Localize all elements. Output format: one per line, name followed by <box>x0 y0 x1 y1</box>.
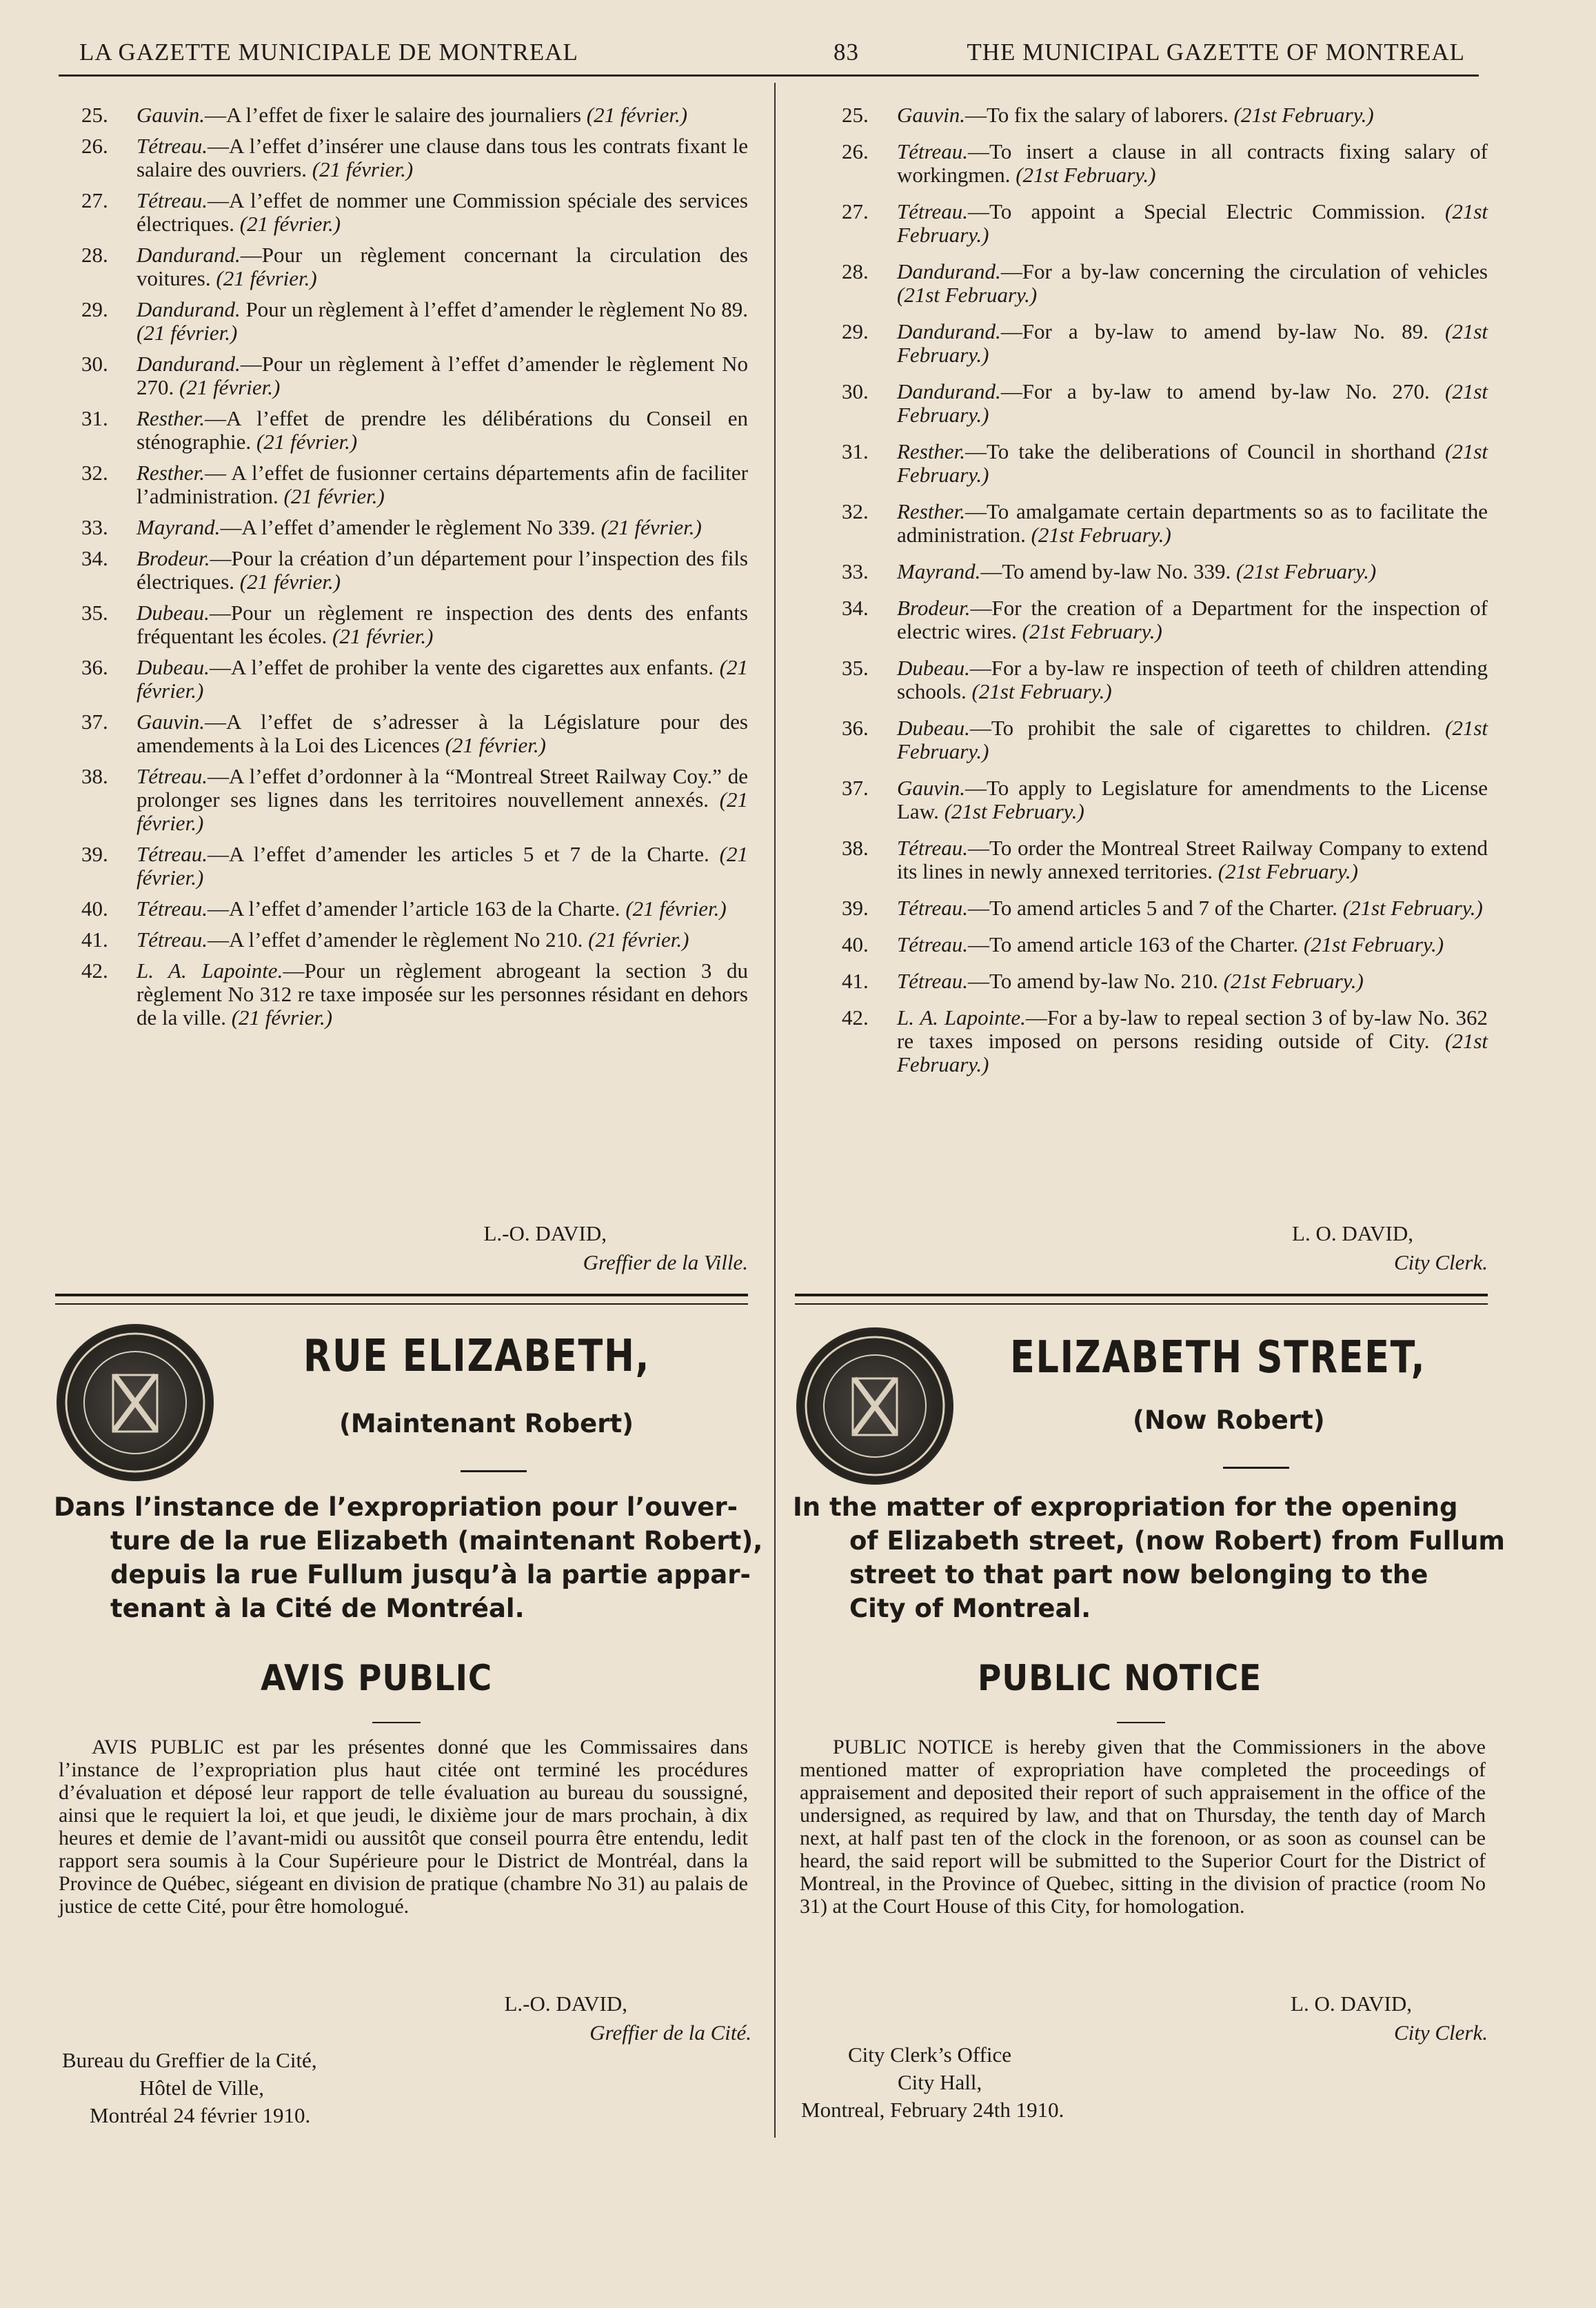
item-text: —To amend article 163 of the Charter. <box>968 932 1299 956</box>
item-date: (21st February.) <box>897 716 1488 763</box>
notice-item <box>816 320 1488 367</box>
notice-item <box>55 189 748 236</box>
office-line: City Clerk’s Office <box>848 2043 1012 2067</box>
item-date: (21 février.) <box>137 842 748 890</box>
item-number: 35. <box>842 656 869 680</box>
office-address-en <box>801 2041 1353 2124</box>
item-number: 33. <box>81 515 108 539</box>
notice-item <box>816 103 1488 127</box>
alderman-name: Gauvin. <box>897 776 966 800</box>
alderman-name: Dubeau. <box>897 716 970 740</box>
item-number: 34. <box>842 596 869 620</box>
item-number: 25. <box>842 103 869 127</box>
notice-item <box>55 656 748 703</box>
matter-line: of Elizabeth street, (now Robert) from Fullum <box>849 1526 1505 1556</box>
notice-item <box>55 298 748 345</box>
matter-line: ture de la rue Elizabeth (maintenant Robert), <box>110 1526 763 1556</box>
notice-item <box>55 352 748 399</box>
alderman-name: Gauvin. <box>137 710 205 734</box>
item-number: 34. <box>81 546 108 570</box>
item-date: (21st February.) <box>1223 969 1364 993</box>
notice-signature-fr <box>55 1989 751 2047</box>
notice-subheading-fr: (Maintenant Robert) <box>339 1409 634 1438</box>
item-text: —To insert a clause in all contracts fixing salary of workingmen. <box>897 139 1488 187</box>
alderman-name: Tétreau. <box>137 896 208 921</box>
item-number: 31. <box>81 406 108 430</box>
alderman-name: Tétreau. <box>897 932 969 956</box>
notice-heading-en: ELIZABETH STREET, <box>1010 1332 1426 1383</box>
item-number: 28. <box>842 259 869 283</box>
notice-item <box>816 896 1488 920</box>
office-line: Hôtel de Ville, <box>139 2076 264 2100</box>
alderman-name: Tétreau. <box>137 764 208 788</box>
alderman-name: L. A. Lapointe. <box>137 959 283 983</box>
item-text: —For a by-law to amend by-law No. 89. <box>1000 319 1428 343</box>
item-date: (21st February.) <box>1236 559 1377 583</box>
notice-item <box>55 103 748 127</box>
matter-line: street to that part now belonging to the <box>849 1560 1428 1589</box>
item-text: —A l’effet d’ordonner à la “Montreal Street Railway Coy.” de prolonger ses lignes dans les territoires nouvellement annexés. <box>137 764 748 812</box>
notice-item <box>816 716 1488 763</box>
item-date: (21 février.) <box>137 321 238 345</box>
alderman-name: Tétreau. <box>137 188 208 212</box>
alderman-name: Resther. <box>137 406 205 430</box>
public-notice-body-fr: AVIS PUBLIC est par les présentes donné que les Commissaires dans l’instance de l’expropriation plus haut citée ont terminé les procédures d’évaluation et déposé leur rapport de telle évaluation au bureau du soussigné, ainsi que le requiert la loi, et que jeudi, le dixième jour de mars prochain, à dix heures et demie de l’avant-midi ou aussitôt que conseil pourra être entendu, ledit rapport sera soumis à la Cour Supérieure pour le District de Montréal, dans la Province de Québec, siégeant en division de pratique (chambre No 31) au palais de justice de cette Cité, pour être homologué. <box>59 1736 748 1918</box>
item-date: (21st February.) <box>897 319 1488 367</box>
alderman-name: L. A. Lapointe. <box>897 1005 1026 1030</box>
item-date: (21 février.) <box>445 733 546 757</box>
item-text: —A l’effet de nommer une Commission spéciale des services électriques. <box>137 188 748 236</box>
alderman-name: Resther. <box>897 499 966 523</box>
item-text: —A l’effet de prohiber la vente des cigarettes aux enfants. <box>209 655 714 679</box>
matter-en <box>793 1490 1505 1625</box>
alderman-name: Gauvin. <box>897 103 966 127</box>
signature-name: L. O. DAVID, <box>1292 1221 1413 1245</box>
item-text: —A l’effet d’amender le règlement No 210. <box>208 927 583 952</box>
item-text: —For the creation of a Department for the inspection of electric wires. <box>897 596 1488 643</box>
section-double-rule <box>795 1294 1488 1305</box>
item-number: 40. <box>81 896 108 921</box>
item-number: 27. <box>842 199 869 223</box>
item-date: (21st February.) <box>1218 859 1358 883</box>
page-number: 83 <box>834 39 859 66</box>
office-line: Bureau du Greffier de la Cité, <box>62 2048 317 2072</box>
alderman-name: Resther. <box>897 439 966 463</box>
header-title-en: THE MUNICIPAL GAZETTE OF MONTREAL <box>967 39 1465 66</box>
item-number: 42. <box>842 1005 869 1030</box>
office-line: Montréal 24 février 1910. <box>90 2103 311 2127</box>
item-date: (21st February.) <box>1342 896 1483 920</box>
item-number: 26. <box>842 139 869 163</box>
item-text: Pour un règlement à l’effet d’amender le règlement No 89. <box>240 297 748 321</box>
alderman-name: Tétreau. <box>897 139 969 163</box>
item-date: (21st February.) <box>971 679 1112 703</box>
item-text: —To appoint a Special Electric Commission. <box>968 199 1426 223</box>
item-number: 36. <box>842 716 869 740</box>
item-number: 38. <box>842 836 869 860</box>
alderman-name: Tétreau. <box>137 134 208 158</box>
item-text: —To take the deliberations of Council in shorthand <box>965 439 1435 463</box>
notice-item <box>55 516 748 539</box>
item-number: 30. <box>842 379 869 403</box>
notice-heading-fr: RUE ELIZABETH, <box>303 1331 651 1382</box>
notice-item <box>816 1006 1488 1076</box>
notice-item <box>816 560 1488 583</box>
item-text: —To apply to Legislature for amendments to the License Law. <box>897 776 1488 823</box>
item-number: 36. <box>81 655 108 679</box>
item-text: —Pour un règlement à l’effet d’amender le règlement No 270. <box>137 352 748 399</box>
signature-title: Greffier de la Ville. <box>583 1250 748 1274</box>
item-number: 37. <box>81 710 108 734</box>
short-rule <box>461 1470 527 1472</box>
item-text: —To fix the salary of laborers. <box>965 103 1229 127</box>
item-number: 41. <box>81 927 108 952</box>
item-date: (21 février.) <box>312 157 414 181</box>
notice-item <box>816 656 1488 703</box>
matter-line: depuis la rue Fullum jusqu’à la partie appar- <box>110 1560 751 1589</box>
item-number: 32. <box>842 499 869 523</box>
item-date: (21 février.) <box>332 624 434 648</box>
notice-item <box>55 843 748 890</box>
item-date: (21 février.) <box>137 655 748 703</box>
item-text: —To prohibit the sale of cigarettes to children. <box>969 716 1431 740</box>
item-date: (21st February.) <box>897 439 1488 487</box>
alderman-name: Tétreau. <box>897 969 969 993</box>
notice-item <box>816 380 1488 427</box>
alderman-name: Brodeur. <box>137 546 210 570</box>
item-text: —For a by-law to amend by-law No. 270. <box>1000 379 1430 403</box>
item-text: —Pour un règlement abrogeant la section 3 du règlement No 312 re taxe imposée sur les personnes résidant en dehors de la ville. <box>137 959 749 1030</box>
alderman-name: Tétreau. <box>137 927 208 952</box>
item-text: —A l’effet d’insérer une clause dans tous les contrats fixant le salaire des ouvriers. <box>137 134 748 181</box>
office-line: Montreal, February 24th 1910. <box>801 2098 1064 2122</box>
item-number: 40. <box>842 932 869 956</box>
matter-fr <box>54 1490 763 1625</box>
alderman-name: Dandurand. <box>897 379 1001 403</box>
item-number: 31. <box>842 439 869 463</box>
alderman-name: Dubeau. <box>137 601 210 625</box>
alderman-name: Gauvin. <box>137 103 205 127</box>
short-rule <box>1223 1467 1289 1469</box>
item-text: —Pour un règlement concernant la circulation des voitures. <box>137 243 748 290</box>
header-rule <box>59 74 1479 77</box>
alderman-name: Dubeau. <box>137 655 210 679</box>
signature-title: City Clerk. <box>1393 2020 1488 2045</box>
item-text: —Pour la création d’un département pour l’inspection des fils électriques. <box>137 546 748 594</box>
office-address-fr <box>62 2047 614 2129</box>
signature-name: L.-O. DAVID, <box>483 1221 607 1245</box>
item-date: (21st February.) <box>1233 103 1374 127</box>
item-date: (21 février.) <box>600 515 702 539</box>
signature-name: L. O. DAVID, <box>1291 1991 1412 2016</box>
item-date: (21st February.) <box>897 379 1488 427</box>
alderman-name: Dandurand. <box>897 319 1001 343</box>
item-date: (21st February.) <box>897 199 1488 247</box>
item-number: 38. <box>81 764 108 788</box>
public-notice-title-fr: AVIS PUBLIC <box>261 1658 493 1699</box>
item-date: (21st February.) <box>1303 932 1444 956</box>
notice-item <box>816 500 1488 547</box>
notice-item <box>55 959 748 1030</box>
item-number: 27. <box>81 188 108 212</box>
item-date: (21 février.) <box>239 212 341 236</box>
signature-en <box>816 1219 1488 1277</box>
item-text: —A l’effet d’amender le règlement No 339. <box>220 515 596 539</box>
item-date: (21 février.) <box>625 896 727 921</box>
item-text: —A l’effet de prendre les délibérations du Conseil en sténographie. <box>137 406 748 454</box>
item-number: 33. <box>842 559 869 583</box>
signature-name: L.-O. DAVID, <box>504 1991 627 2016</box>
item-date: (21 février.) <box>216 266 317 290</box>
item-date: (21st February.) <box>944 799 1084 823</box>
item-number: 32. <box>81 461 108 485</box>
alderman-name: Tétreau. <box>137 842 208 866</box>
item-text: —To amend by-law No. 210. <box>968 969 1218 993</box>
notice-item <box>816 836 1488 883</box>
item-number: 25. <box>81 103 108 127</box>
header-title-fr: LA GAZETTE MUNICIPALE DE MONTREAL <box>79 39 578 66</box>
item-number: 29. <box>842 319 869 343</box>
notice-item <box>55 710 748 757</box>
item-date: (21st February.) <box>1016 163 1156 187</box>
item-number: 26. <box>81 134 108 158</box>
item-text: —To amend by-law No. 339. <box>980 559 1231 583</box>
item-number: 29. <box>81 297 108 321</box>
alderman-name: Mayrand. <box>137 515 221 539</box>
notice-item <box>55 407 748 454</box>
notice-item <box>816 970 1488 993</box>
alderman-name: Dandurand. <box>137 297 241 321</box>
alderman-name: Tétreau. <box>897 836 969 860</box>
notice-item <box>55 928 748 952</box>
item-number: 39. <box>842 896 869 920</box>
matter-line: City of Montreal. <box>849 1594 1091 1623</box>
item-date: (21st February.) <box>1022 619 1162 643</box>
item-number: 42. <box>81 959 108 983</box>
matter-line: In the matter of expropriation for the opening <box>793 1492 1458 1522</box>
notice-item <box>55 765 748 835</box>
notice-item <box>816 200 1488 247</box>
public-notice-body-en: PUBLIC NOTICE is hereby given that the Commissioners in the above mentioned matter of expropriation have completed the proceedings of appraisement and deposited their report of such appraisement in the office of the undersigned, as required by law, and that on Thursday, the tenth day of March next, at half past ten of the clock in the forenoon, or as soon as counsel can be heard, the said report will be submitted to the Superior Court for the District of Montreal, in the Province of Quebec, sitting in the division of practice (room No 31) at the Court House of this City, for homologation. <box>800 1736 1486 1918</box>
notice-item <box>55 897 748 921</box>
item-number: 39. <box>81 842 108 866</box>
alderman-name: Brodeur. <box>897 596 971 620</box>
item-text: —A l’effet d’amender les articles 5 et 7 de la Charte. <box>208 842 709 866</box>
item-number: 30. <box>81 352 108 376</box>
alderman-name: Tétreau. <box>897 896 969 920</box>
notices-list-en <box>816 103 1488 1090</box>
notice-item <box>816 140 1488 187</box>
item-number: 37. <box>842 776 869 800</box>
notice-subheading-en: (Now Robert) <box>1133 1405 1325 1435</box>
alderman-name: Mayrand. <box>897 559 981 583</box>
city-seal-icon <box>57 1324 214 1481</box>
running-header <box>79 33 1465 74</box>
item-number: 35. <box>81 601 108 625</box>
item-number: 28. <box>81 243 108 267</box>
notice-item <box>816 933 1488 956</box>
item-date: (21 février.) <box>283 484 385 508</box>
notice-signature-en <box>816 1989 1488 2047</box>
public-notice-title-en: PUBLIC NOTICE <box>978 1658 1262 1699</box>
notice-item <box>55 547 748 594</box>
alderman-name: Dandurand. <box>137 243 241 267</box>
alderman-name: Dandurand. <box>897 259 1001 283</box>
notice-item <box>55 601 748 648</box>
matter-line: tenant à la Cité de Montréal. <box>110 1594 525 1623</box>
alderman-name: Dubeau. <box>897 656 970 680</box>
item-text: —For a by-law re inspection of teeth of children attending schools. <box>897 656 1488 703</box>
alderman-name: Resther. <box>137 461 205 485</box>
column-divider <box>774 83 776 2138</box>
notice-item <box>55 134 748 181</box>
item-text: —To amend articles 5 and 7 of the Charter. <box>968 896 1337 920</box>
item-date: (21st February.) <box>897 283 1038 307</box>
notice-item <box>55 461 748 508</box>
short-rule <box>372 1722 421 1723</box>
item-date: (21 février.) <box>588 927 689 952</box>
item-text: —A l’effet de s’adresser à la Législature pour des amendements à la Loi des Licences <box>137 710 748 757</box>
city-seal-icon <box>796 1327 953 1485</box>
item-text: —To order the Montreal Street Railway Company to extend its lines in newly annexed territories. <box>897 836 1488 883</box>
office-line: City Hall, <box>898 2070 982 2094</box>
item-date: (21st February.) <box>897 1029 1488 1076</box>
notice-item <box>816 596 1488 643</box>
item-text: —A l’effet d’amender l’article 163 de la Charte. <box>208 896 620 921</box>
item-number: 41. <box>842 969 869 993</box>
item-date: (21 février.) <box>137 787 748 835</box>
notices-list-fr <box>55 103 748 1037</box>
item-text: —To amalgamate certain departments so as to facilitate the administration. <box>897 499 1488 547</box>
notice-item <box>816 260 1488 307</box>
alderman-name: Dandurand. <box>137 352 241 376</box>
item-date: (21 février.) <box>179 375 281 399</box>
notice-item <box>55 243 748 290</box>
item-text: —Pour un règlement re inspection des dents des enfants fréquentant les écoles. <box>137 601 748 648</box>
alderman-name: Tétreau. <box>897 199 969 223</box>
item-date: (21 février.) <box>239 570 341 594</box>
item-date: (21 février.) <box>256 430 358 454</box>
section-double-rule <box>55 1294 748 1305</box>
item-text: —For a by-law to repeal section 3 of by-law No. 362 re taxes imposed on persons residing outside of City. <box>897 1005 1488 1053</box>
signature-title: Greffier de la Cité. <box>589 2020 751 2045</box>
signature-title: City Clerk. <box>1393 1250 1488 1274</box>
short-rule <box>1117 1722 1165 1723</box>
item-date: (21 février.) <box>231 1005 333 1030</box>
signature-fr <box>55 1219 748 1277</box>
item-date: (21 février.) <box>586 103 688 127</box>
notice-item <box>816 440 1488 487</box>
item-text: — A l’effet de fusionner certains départements afin de faciliter l’administration. <box>137 461 748 508</box>
notice-item <box>816 776 1488 823</box>
matter-line: Dans l’instance de l’expropriation pour l’ouver- <box>54 1492 738 1522</box>
item-text: —For a by-law concerning the circulation of vehicles <box>1000 259 1488 283</box>
item-date: (21st February.) <box>1031 523 1171 547</box>
item-text: —A l’effet de fixer le salaire des journaliers <box>205 103 582 127</box>
